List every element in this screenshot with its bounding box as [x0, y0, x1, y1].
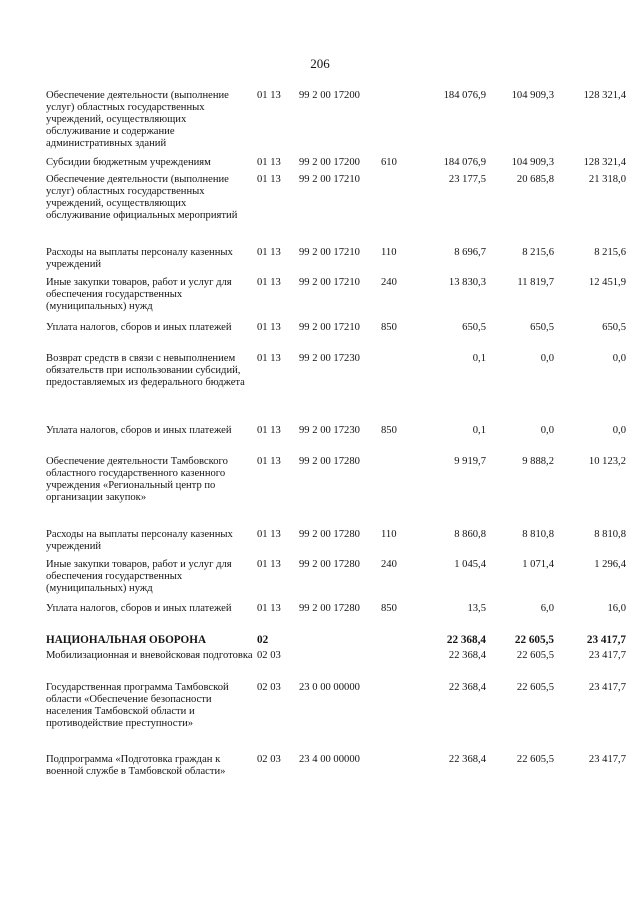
amount-year-2: 22 605,5	[514, 634, 554, 646]
expense-type	[381, 456, 416, 529]
amount-year-2: 650,5	[530, 322, 554, 333]
target-article: 99 2 00 17230	[299, 353, 360, 364]
table-row	[46, 754, 626, 799]
amount-year-1: 0,1	[472, 425, 486, 436]
amount-year-3: 650,5	[602, 322, 626, 333]
amount-year-2: 22 605,5	[516, 650, 554, 661]
amount-year-3: 8 810,8	[594, 529, 626, 540]
amount-year-1: 9 919,7	[454, 456, 486, 467]
row-name: Обеспечение деятельности (выполнение услуг) областных государственных учреждений, осуществляющих обслуживание и содержание административных зданий	[46, 90, 229, 149]
row-name: Иные закупки товаров, работ и услуг для обеспечения государственных (муниципальных) нужд	[46, 277, 232, 312]
section-code: 01 13	[257, 559, 281, 570]
amount-year-1: 8 860,8	[454, 529, 486, 540]
row-name: Уплата налогов, сборов и иных платежей	[46, 603, 232, 614]
amount-year-1: 0,1	[472, 353, 486, 364]
amount-year-3: 23 417,7	[588, 650, 626, 661]
amount-year-1: 23 177,5	[448, 174, 486, 185]
expense-type	[381, 174, 416, 247]
section-code: 02 03	[257, 682, 281, 693]
table-row	[46, 425, 626, 456]
table-row	[46, 456, 626, 529]
amount-year-2: 20 685,8	[516, 174, 554, 185]
row-name: Обеспечение деятельности (выполнение услуг) областных государственных учреждений, осуществляющих обслуживание официальных мероприятий	[46, 174, 238, 221]
section-code: 01 13	[257, 90, 281, 101]
target-article: 99 2 00 17200	[299, 90, 360, 101]
amount-year-1: 650,5	[462, 322, 486, 333]
amount-year-3: 128 321,4	[583, 90, 626, 101]
amount-year-2: 22 605,5	[516, 754, 554, 765]
amount-year-1: 13 830,3	[448, 277, 486, 288]
row-name: Субсидии бюджетным учреждениям	[46, 157, 211, 168]
expense-type: 850	[381, 603, 397, 614]
amount-year-3: 10 123,2	[588, 456, 626, 467]
budget-table	[46, 90, 626, 799]
table-row	[46, 682, 626, 754]
table-row	[46, 353, 626, 425]
amount-year-1: 22 368,4	[448, 754, 486, 765]
amount-year-3: 23 417,7	[588, 682, 626, 693]
expense-type: 240	[381, 559, 397, 570]
table-row	[46, 322, 626, 353]
target-article: 99 2 00 17280	[299, 603, 360, 614]
target-article	[299, 650, 381, 682]
amount-year-3: 23 417,7	[588, 754, 626, 765]
amount-year-2: 8 215,6	[522, 247, 554, 258]
expense-type	[381, 353, 416, 425]
row-name: Расходы на выплаты персоналу казенных учреждений	[46, 247, 233, 270]
target-article: 99 2 00 17230	[299, 425, 360, 436]
target-article: 23 0 00 00000	[299, 682, 360, 693]
section-code: 01 13	[257, 322, 281, 333]
amount-year-3: 12 451,9	[588, 277, 626, 288]
amount-year-3: 23 417,7	[586, 634, 626, 646]
expense-type	[381, 682, 416, 754]
amount-year-2: 1 071,4	[522, 559, 554, 570]
expense-type	[381, 90, 416, 157]
section-code: 01 13	[257, 277, 281, 288]
row-name: Расходы на выплаты персоналу казенных учреждений	[46, 529, 233, 552]
table-row	[46, 559, 626, 603]
row-name: Мобилизационная и вневойсковая подготовка	[46, 650, 253, 661]
expense-type: 110	[381, 529, 397, 540]
expense-type	[381, 650, 416, 682]
target-article: 99 2 00 17210	[299, 277, 360, 288]
row-name: Подпрограмма «Подготовка граждан к военной службе в Тамбовской области»	[46, 754, 226, 777]
target-article: 99 2 00 17210	[299, 322, 360, 333]
expense-type: 850	[381, 322, 397, 333]
row-name: Иные закупки товаров, работ и услуг для обеспечения государственных (муниципальных) нужд	[46, 559, 232, 594]
amount-year-2: 104 909,3	[511, 90, 554, 101]
row-name: Уплата налогов, сборов и иных платежей	[46, 322, 232, 333]
amount-year-1: 22 368,4	[448, 650, 486, 661]
section-code: 01 13	[257, 174, 281, 185]
target-article: 99 2 00 17210	[299, 247, 360, 258]
amount-year-2: 104 909,3	[511, 157, 554, 168]
section-code: 02	[257, 634, 269, 646]
amount-year-2: 11 819,7	[517, 277, 554, 288]
expense-type: 240	[381, 277, 397, 288]
target-article	[299, 634, 381, 650]
row-name: Возврат средств в связи с невыполнением обязательств при использовании субсидий, предоставляемых из федерального бюджета	[46, 353, 245, 388]
table-row	[46, 634, 626, 650]
row-name: НАЦИОНАЛЬНАЯ ОБОРОНА	[46, 634, 207, 646]
table-row	[46, 174, 626, 247]
amount-year-2: 0,0	[540, 425, 554, 436]
expense-type: 110	[381, 247, 397, 258]
target-article: 23 4 00 00000	[299, 754, 360, 765]
table-row	[46, 277, 626, 322]
amount-year-1: 184 076,9	[443, 157, 486, 168]
row-name: Государственная программа Тамбовской области «Обеспечение безопасности населения Тамбовской области и противодействие преступности»	[46, 682, 229, 729]
table-row	[46, 90, 626, 157]
amount-year-1: 1 045,4	[454, 559, 486, 570]
amount-year-2: 8 810,8	[522, 529, 554, 540]
amount-year-2: 6,0	[540, 603, 554, 614]
amount-year-2: 9 888,2	[522, 456, 554, 467]
section-code: 01 13	[257, 529, 281, 540]
expense-type	[381, 754, 416, 799]
section-code: 01 13	[257, 353, 281, 364]
amount-year-1: 8 696,7	[454, 247, 486, 258]
budget-table-body	[46, 90, 626, 799]
amount-year-2: 22 605,5	[516, 682, 554, 693]
target-article: 99 2 00 17280	[299, 456, 360, 467]
amount-year-2: 0,0	[540, 353, 554, 364]
amount-year-1: 22 368,4	[448, 682, 486, 693]
table-row	[46, 650, 626, 682]
amount-year-3: 21 318,0	[588, 174, 626, 185]
expense-type	[381, 634, 416, 650]
section-code: 02 03	[257, 754, 281, 765]
target-article: 99 2 00 17280	[299, 559, 360, 570]
table-row	[46, 157, 626, 174]
section-code: 01 13	[257, 456, 281, 467]
amount-year-3: 16,0	[607, 603, 626, 614]
amount-year-3: 0,0	[612, 425, 626, 436]
expense-type: 850	[381, 425, 397, 436]
amount-year-1: 22 368,4	[446, 634, 486, 646]
amount-year-3: 128 321,4	[583, 157, 626, 168]
row-name: Обеспечение деятельности Тамбовского областного государственного казенного учреждения «Региональный центр по организации закупок»	[46, 456, 228, 503]
section-code: 01 13	[257, 603, 281, 614]
section-code: 01 13	[257, 425, 281, 436]
row-name: Уплата налогов, сборов и иных платежей	[46, 425, 232, 436]
target-article: 99 2 00 17200	[299, 157, 360, 168]
page-number: 206	[310, 56, 330, 71]
target-article: 99 2 00 17280	[299, 529, 360, 540]
section-code: 01 13	[257, 247, 281, 258]
table-row	[46, 247, 626, 277]
table-row	[46, 529, 626, 559]
expense-type: 610	[381, 157, 397, 168]
amount-year-3: 0,0	[612, 353, 626, 364]
section-code: 01 13	[257, 157, 281, 168]
amount-year-1: 13,5	[467, 603, 486, 614]
target-article: 99 2 00 17210	[299, 174, 360, 185]
amount-year-1: 184 076,9	[443, 90, 486, 101]
table-row	[46, 603, 626, 634]
section-code: 02 03	[257, 650, 281, 661]
amount-year-3: 1 296,4	[594, 559, 626, 570]
amount-year-3: 8 215,6	[594, 247, 626, 258]
